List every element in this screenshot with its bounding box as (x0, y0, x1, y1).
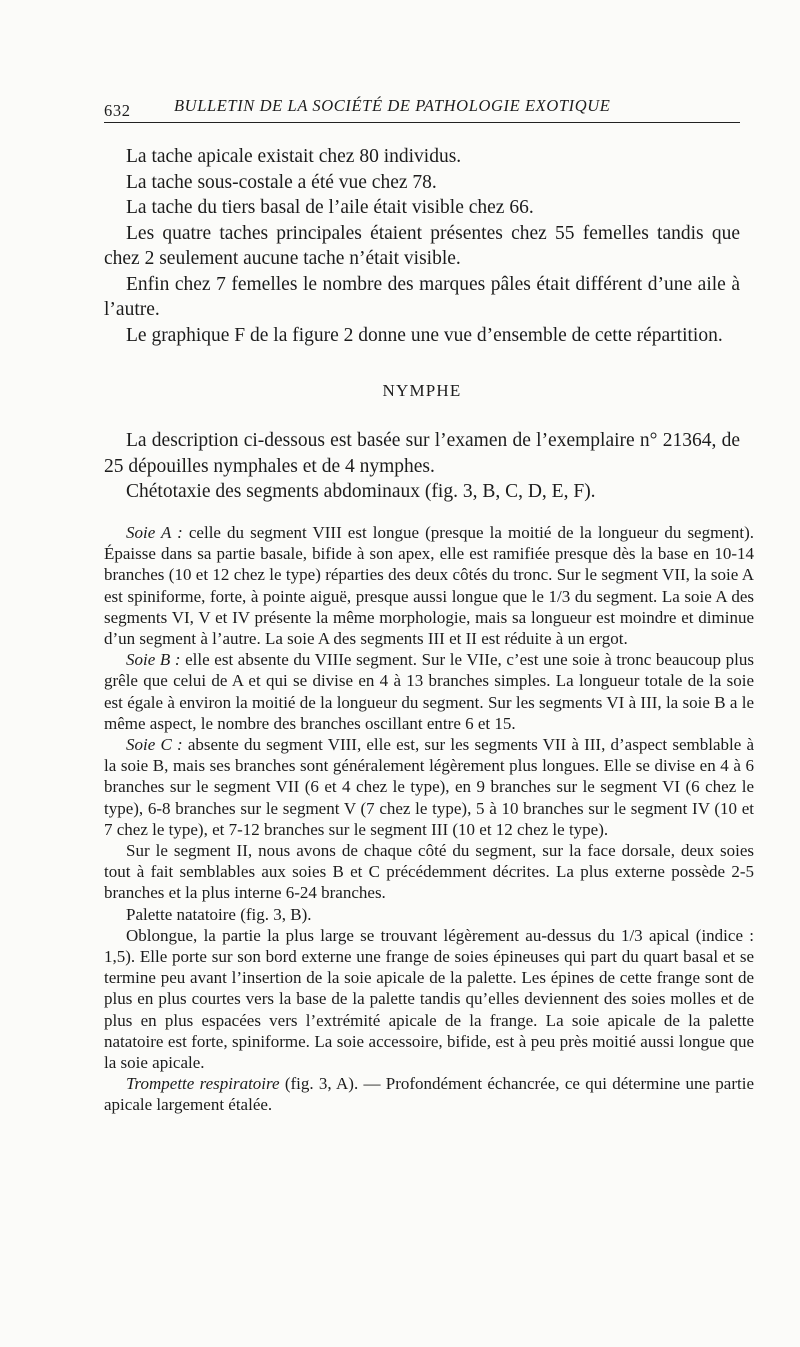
section-heading: NYMPHE (382, 381, 462, 400)
trompette-text: (fig. 3, A). — Profondément échancrée, ce qui détermine une partie apicale largement étalée. (104, 1074, 754, 1115)
journal-title: BULLETIN DE LA SOCIÉTÉ DE PATHOLOGIE EXOTIQUE (174, 96, 611, 115)
page-number: 632 (104, 101, 131, 120)
paragraph-palette-title: Palette natatoire (fig. 3, B). (126, 904, 312, 924)
intro-line: La tache sous-costale a été vue chez 78. (126, 171, 437, 193)
paragraph-soie-c (104, 734, 754, 840)
soie-a-label: Soie A : (126, 523, 183, 542)
trompette-label: Trompette respiratoire (126, 1074, 280, 1094)
intro-line: Enfin chez 7 femelles le nombre des marques pâles était différent d’une aile à l’autre. (104, 273, 740, 320)
intro-line: La tache apicale existait chez 80 individus. (126, 146, 462, 167)
body-text (104, 522, 754, 1116)
soie-c-text: absente du segment VIII, elle est, sur les segments VII à III, d’aspect semblable à la soie B, mais ses branches sont généralement légèrement plus longues. Elle se divise en 4 à 6 branches sur le segment VII (6 et 4 chez le type), en 9 branches sur le segment VI (6 chez le type), 6-8 branches sur le segment V (7 chez le type), 5 à 10 branches sur le segment IV (10 et 7 chez le type), et 7-12 branches sur le segment III (10 et 12 chez le type). (104, 735, 754, 839)
running-header (104, 96, 740, 123)
intro-line: Le graphique F de la figure 2 donne une vue d’ensemble de cette répartition. (126, 324, 723, 346)
soie-c-label: Soie C : (126, 735, 183, 755)
section-intro-block (104, 428, 740, 505)
intro-line: La tache du tiers basal de l’aile était visible chez 66. (126, 197, 534, 218)
paragraph-palette: Oblongue, la partie la plus large se trouvant légèrement au-dessus du 1/3 apical (indice : 1,5). Elle porte sur son bord externe une frange de soies épineuses qui part du quart basal et se termine peu avant l’insertion de la soie apicale de la palette. Les épines de cette frange sont de plus en plus courtes vers la base de la palette tandis qu’elles deviennent des soies molles et de plus en plus espacées vers l’extrémité apicale de la frange. La soie apicale de la palette natatoire est forte, spiniforme. La soie accessoire, bifide, est à peu près moitié aussi longue que la soie apicale. (104, 925, 754, 1073)
paragraph-soie-a (104, 522, 754, 649)
paragraph-soie-b (104, 649, 754, 734)
section-intro-line: La description ci-dessous est basée sur l’examen de l’exemplaire n° 21364, de 25 dépouilles nymphales et de 4 nymphes. (104, 430, 740, 477)
paragraph-segment-ii: Sur le segment II, nous avons de chaque côté du segment, sur la face dorsale, deux soies tout à fait semblables aux soies B et C précédemment décrites. La plus externe possède 2-5 branches et la plus interne 6-24 branches. (104, 841, 754, 903)
soie-b-label: Soie B : (126, 650, 181, 670)
soie-b-text: elle est absente du VIIIe segment. Sur le VIIe, c’est une soie à tronc beaucoup plus grêle que celui de A et qui se divise en 4 à 13 branches simples. La longueur totale de la soie est égale à environ la moitié de la longueur du segment. Sur les segments VI à III, la soie B a le même aspect, le nombre des branches oscillant entre 6 et 15. (104, 650, 754, 733)
paragraph-trompette (104, 1073, 754, 1115)
soie-a-text: celle du segment VIII est longue (presque la moitié de la longueur du segment). Épaisse dans sa partie basale, bifide à son apex, elle est ramifiée presque dès la base en 10-14 branches (10 et 12 chez le type) réparties des deux côtés du tronc. Sur le segment VII, la soie A est spiniforme, forte, à pointe aiguë, presque aussi longue que le 1/3 du segment. La soie A des segments VI, V et IV présente la même morphologie, mais sa longueur est moindre et diminue d’un segment à l’autre. La soie A des segments III et II est réduite à un ergot. (104, 523, 755, 649)
intro-block (104, 144, 740, 348)
intro-line: Les quatre taches principales étaient présentes chez 55 femelles tandis que chez 2 seulement aucune tache n’était visible. (104, 222, 740, 269)
section-intro-line: Chétotaxie des segments abdominaux (fig. 3, B, C, D, E, F). (126, 481, 596, 502)
